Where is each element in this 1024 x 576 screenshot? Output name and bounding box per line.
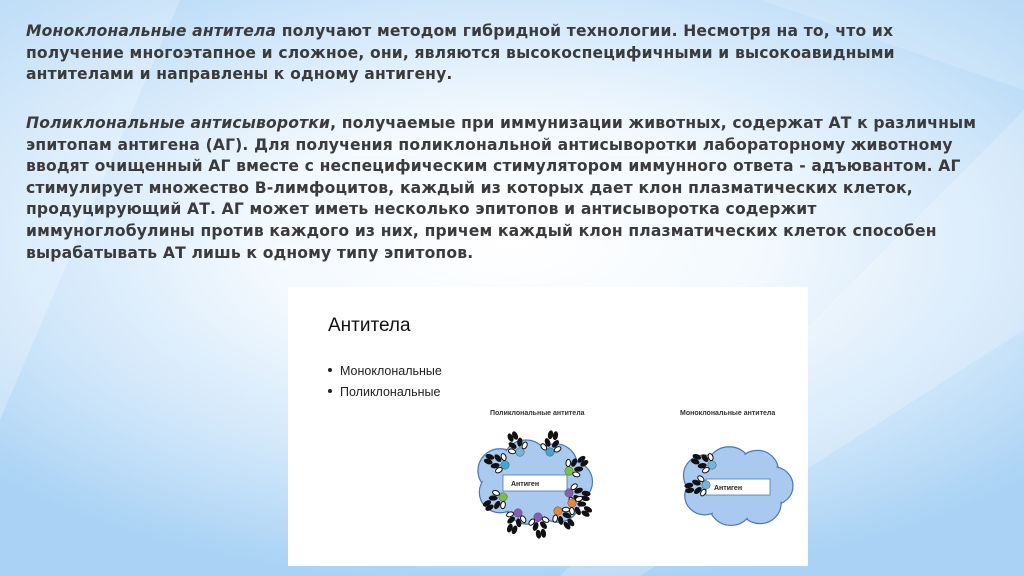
paragraph-polyclonal xyxy=(26,113,986,264)
antibody-diagram xyxy=(288,287,808,566)
bullet-label: Поликлональные xyxy=(340,385,441,399)
paragraph-monoclonal-text: получают методом гибридной технологии. Несмотря на то, что их получение многоэтапное и сложное, они, являются высокоспецифичными и высокоавидными антителами и направлены к одному антигену. xyxy=(26,22,895,84)
polyclonal-diagram-label: Поликлональные антитела xyxy=(490,410,585,417)
monoclonal-diagram-label: Моноклональные антитела xyxy=(680,410,776,417)
paragraph-monoclonal xyxy=(26,21,986,86)
bullet-label: Моноклональные xyxy=(340,364,442,378)
paragraph-polyclonal-text: , получаемые при иммунизации животных, содержат АТ к различным эпитопам антигена (АГ). Для получения поликлональной антисыворотки лабораторному животному вводят очищенный АГ вместе с неспецифическим стимулятором иммунного ответа - адъювантом. АГ стимулирует множество В-лимфоцитов, каждый из которых дает клон плазматических клеток, продуцирующий АТ. АГ может иметь несколько эпитопов и антисыворотка содержит иммуноглобулины против каждого из них, причем каждый клон плазматических клеток способен вырабатывать АТ лишь к одному типу эпитопов. xyxy=(26,114,977,262)
figure-title: Антитела xyxy=(328,315,411,336)
embedded-slide-image xyxy=(288,287,808,566)
term-polyclonal: Поликлональные антисыворотки xyxy=(26,114,331,132)
term-monoclonal: Моноклональные антитела xyxy=(26,22,277,40)
antigen-label: Антиген xyxy=(714,485,743,492)
antigen-label: Антиген xyxy=(511,481,540,488)
